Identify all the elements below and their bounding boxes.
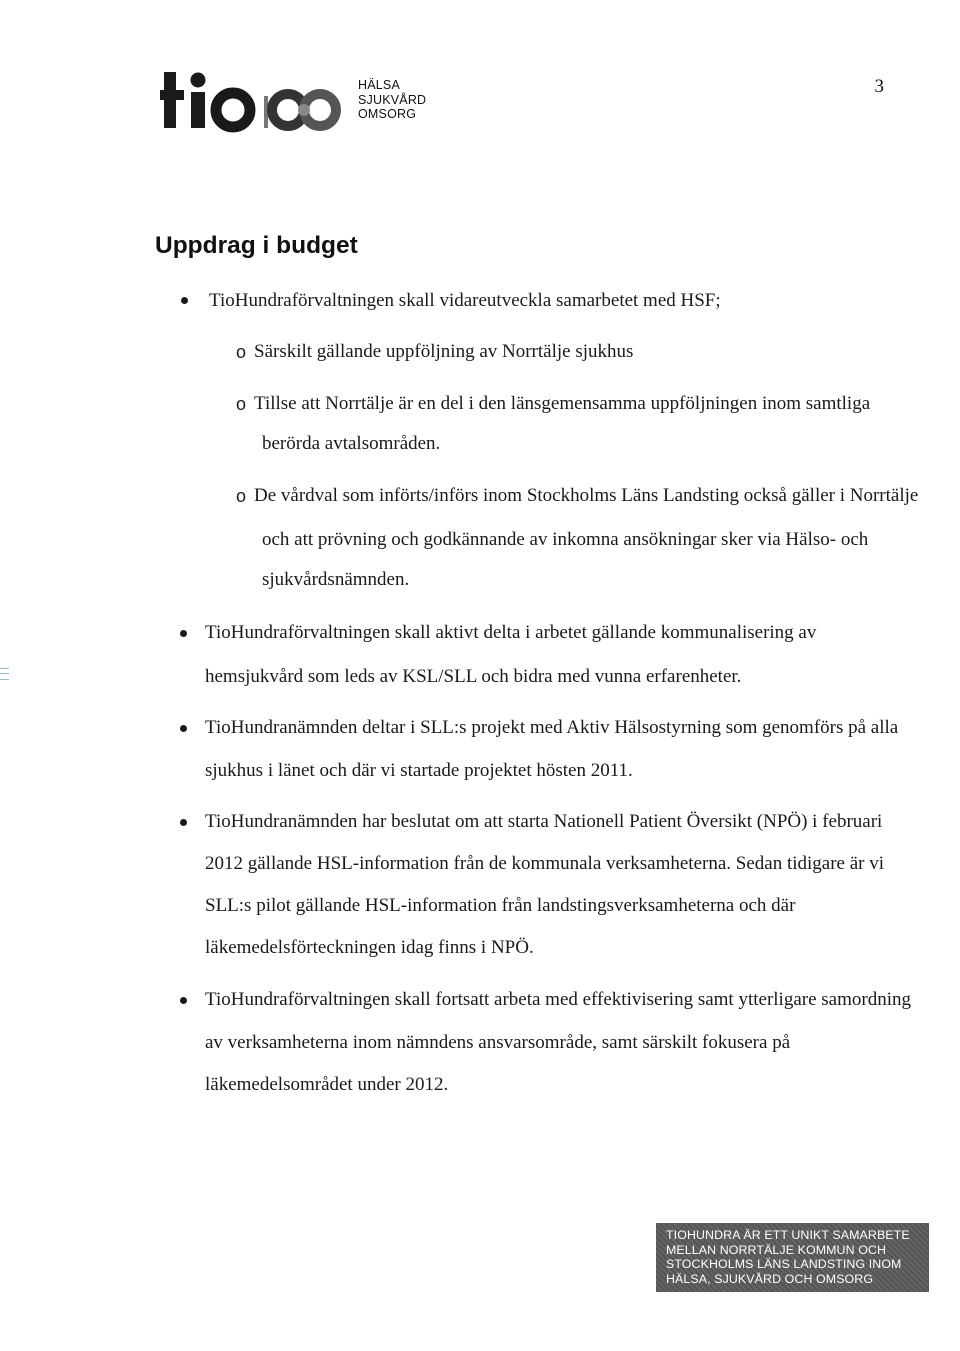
bullet-text: SLL:s pilot gällande HSL-information från landstingsverksamheterna och där — [205, 895, 796, 916]
logo-tagline-line: SJUKVÅRD — [358, 92, 427, 107]
section-heading: Uppdrag i budget — [155, 232, 358, 259]
footer-line: HÄLSA, SJUKVÅRD OCH OMSORG — [666, 1271, 874, 1286]
footer-banner — [656, 1223, 929, 1292]
sub-bullet-text: sjukvårdsnämnden. — [262, 569, 410, 590]
bullet-dot — [180, 819, 187, 826]
bullet-text: TioHundranämnden deltar i SLL:s projekt med Aktiv Hälsostyrning som genomförs på alla — [205, 717, 899, 738]
logo-tagline-line: HÄLSA — [358, 78, 400, 92]
bullet-text: hemsjukvård som leds av KSL/SLL och bidra med vunna erfarenheter. — [205, 666, 742, 687]
bullet-text: sjukhus i länet och där vi startade projektet hösten 2011. — [205, 760, 633, 781]
footer-line: MELLAN NORRTÄLJE KOMMUN OCH — [666, 1242, 887, 1257]
footer-line: STOCKHOLMS LÄNS LANDSTING INOM — [666, 1257, 902, 1271]
sub-bullet-text: Tillse att Norrtälje är en del i den länsgemensamma uppföljningen inom samtliga — [254, 393, 871, 414]
sub-bullet-marker: o — [236, 486, 247, 506]
bullet-dot — [180, 725, 187, 732]
bullet-text: TioHundraförvaltningen skall vidareutveckla samarbetet med HSF; — [209, 290, 721, 311]
logo-tagline-line: OMSORG — [358, 107, 417, 121]
logo-tagline — [358, 78, 426, 122]
sub-bullet-text: Särskilt gällande uppföljning av Norrtälje sjukhus — [254, 341, 634, 362]
bullet-text: av verksamheterna inom nämndens ansvarsområde, samt särskilt fokusera på — [205, 1032, 791, 1053]
bullet-text: TioHundranämnden har beslutat om att starta Nationell Patient Översikt (NPÖ) i februari — [205, 811, 883, 832]
footer-line: TIOHUNDRA ÄR ETT UNIKT SAMARBETE — [666, 1228, 910, 1242]
bullet-text: läkemedelsförteckningen idag finns i NPÖ. — [205, 937, 534, 958]
scan-edge-mark — [0, 668, 9, 680]
bullet-text: läkemedelsområdet under 2012. — [205, 1074, 449, 1095]
sub-bullet-text: och att prövning och godkännande av inkomna ansökningar sker via Hälso- och — [262, 529, 869, 550]
bullet-text: TioHundraförvaltningen skall aktivt delta i arbetet gällande kommunalisering av — [205, 622, 817, 643]
bullet-dot — [180, 630, 187, 637]
bullet-text: TioHundraförvaltningen skall fortsatt arbeta med effektivisering samt ytterligare samordning — [205, 989, 911, 1010]
tio100-logo — [160, 68, 427, 134]
bullet-dot — [180, 997, 187, 1004]
sub-bullet-marker: o — [236, 342, 247, 362]
bullet-text: 2012 gällande HSL-information från de kommunala verksamheterna. Sedan tidigare är vi — [205, 853, 885, 874]
page-number: 3 — [874, 76, 884, 97]
sub-bullet-text: De vårdval som införts/införs inom Stockholms Läns Landsting också gäller i Norrtälje — [254, 485, 919, 506]
tio100-logo-mark — [160, 68, 356, 134]
bullet-dot — [181, 297, 188, 304]
sub-bullet-text: berörda avtalsområden. — [262, 433, 441, 454]
sub-bullet-marker: o — [236, 394, 247, 414]
